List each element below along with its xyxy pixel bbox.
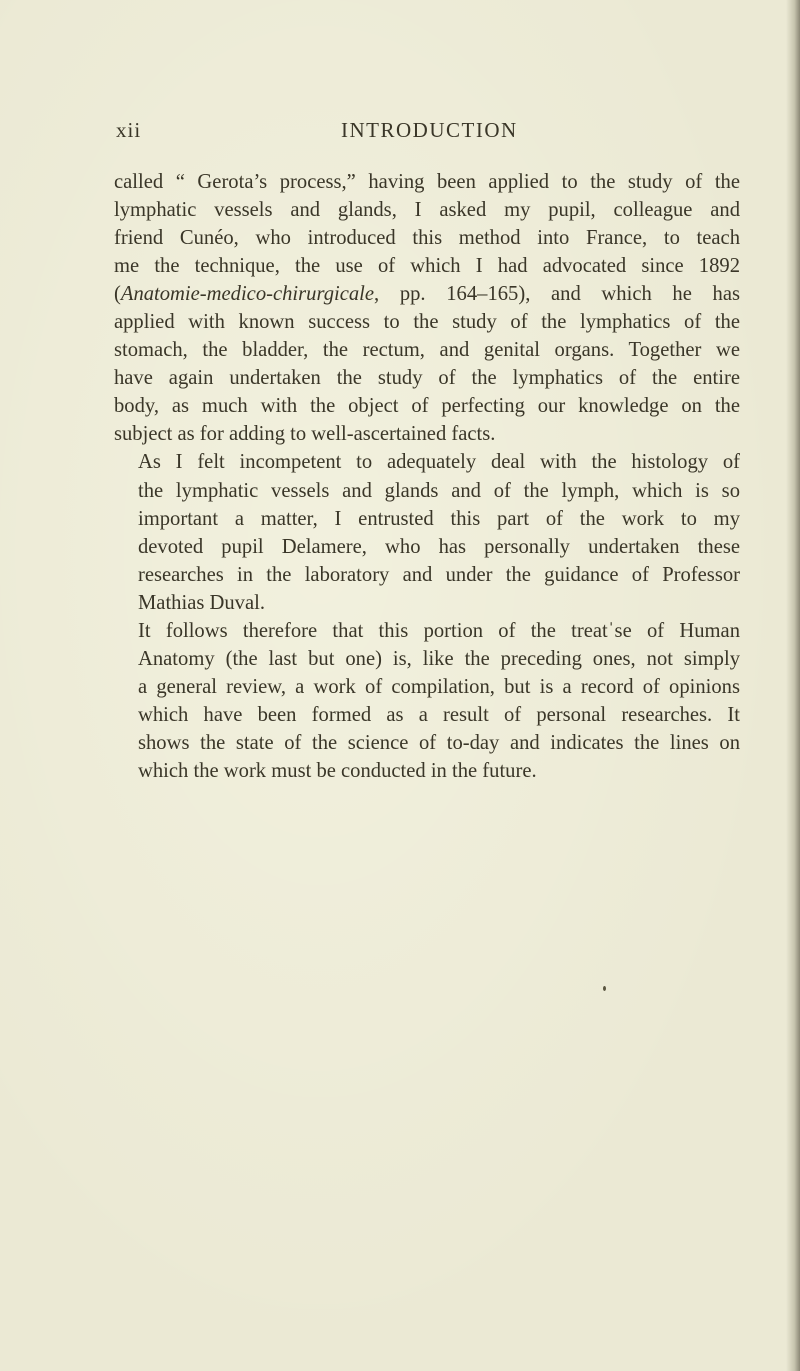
text-line: It follows therefore that this portion of the treatˈse of Human <box>138 619 740 642</box>
running-head: INTRODUCTION <box>341 118 518 142</box>
text-line: which the work must be conducted in the future. <box>138 759 537 782</box>
text-line: called “ Gerota’s process,” having been applied to the study of the <box>114 171 740 193</box>
page-number: xii <box>116 118 142 142</box>
text-line: a general review, a work of compilation, but is a record of opinions <box>138 675 740 698</box>
text-line-with-citation: (Anatomie-medico-chirurgicale, pp. 164–165), and which he has <box>114 283 740 306</box>
page-header <box>116 118 736 148</box>
paragraph-3 <box>114 617 740 785</box>
text-line: devoted pupil Delamere, who has personally undertaken these <box>138 535 740 558</box>
text-line: shows the state of the science of to-day and indicates the lines on <box>138 731 740 754</box>
ink-speck <box>603 986 606 991</box>
text-line: important a matter, I entrusted this part of the work to my <box>138 507 740 530</box>
text-line: applied with known success to the study of the lymphatics of the <box>114 311 740 334</box>
paragraph-1 <box>114 168 740 448</box>
page-edge-shadow <box>786 0 800 1371</box>
text-line: which have been formed as a result of personal researches. It <box>138 703 740 726</box>
text-line: lymphatic vessels and glands, I asked my pupil, colleague and <box>114 199 740 222</box>
text-line: have again undertaken the study of the lymphatics of the entire <box>114 367 740 390</box>
text-line: stomach, the bladder, the rectum, and genital organs. Together we <box>114 339 740 362</box>
text-line: As I felt incompetent to adequately deal with the histology of <box>138 451 740 474</box>
body-text <box>114 168 740 785</box>
text-line: me the technique, the use of which I had advocated since 1892 <box>114 255 740 278</box>
text-line: the lymphatic vessels and glands and of the lymph, which is so <box>138 479 740 502</box>
book-title: Anatomie-medico-chirurgicale <box>120 283 375 306</box>
paragraph-2 <box>114 448 740 616</box>
text-line: subject as for adding to well-ascertained facts. <box>114 423 496 446</box>
text-line: friend Cunéo, who introduced this method into France, to teach <box>114 227 740 250</box>
text-line: researches in the laboratory and under the guidance of Professor <box>138 563 740 586</box>
text-line: body, as much with the object of perfecting our knowledge on the <box>114 395 740 418</box>
text-line: Mathias Duval. <box>138 591 265 614</box>
text-line: Anatomy (the last but one) is, like the preceding ones, not simply <box>138 647 740 670</box>
